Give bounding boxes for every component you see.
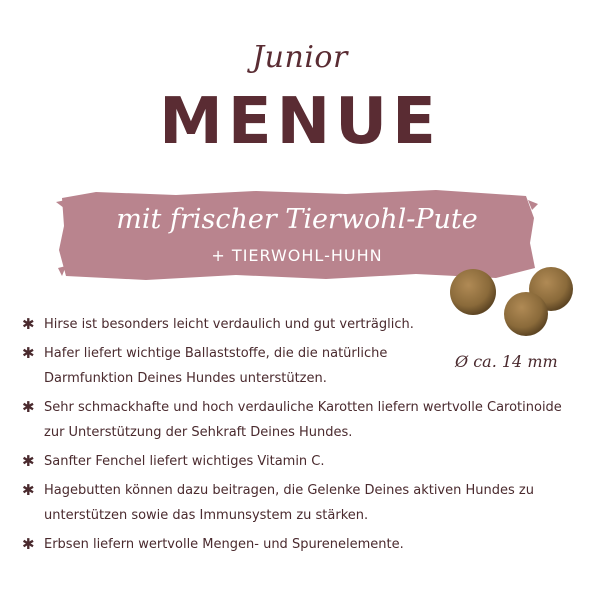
list-item: ✱ Sanfter Fenchel liefert wichtiges Vitamin C. (22, 449, 582, 474)
product-script-title: Junior (252, 40, 348, 75)
star-icon: ✱ (22, 398, 35, 416)
star-icon: ✱ (22, 315, 35, 333)
benefit-list (22, 312, 582, 561)
kibble-piece (450, 269, 496, 315)
star-icon: ✱ (22, 344, 35, 362)
kibble-size-label: Ø ca. 14 mm (455, 352, 558, 371)
list-item: ✱ Hafer liefert wichtige Ballaststoffe, die die natürliche Darmfunktion Deines Hundes unterstützen. (22, 341, 582, 391)
list-item: ✱ Sehr schmackhafte und hoch verdauliche Karotten liefern wertvolle Carotinoide zur Unterstützung der Sehkraft Deines Hundes. (22, 395, 582, 445)
banner-tagline: + TIERWOHL-HUHN (211, 246, 383, 265)
star-icon: ✱ (22, 481, 35, 499)
list-item: ✱ Hagebutten können dazu beitragen, die Gelenke Deines aktiven Hundes zu unterstützen sowie das Immunsystem zu stärken. (22, 478, 582, 528)
product-main-title: MENUE (159, 85, 441, 159)
star-icon: ✱ (22, 535, 35, 553)
list-item: ✱ Hirse ist besonders leicht verdaulich und gut verträglich. (22, 312, 582, 337)
star-icon: ✱ (22, 452, 35, 470)
list-item: ✱ Erbsen liefern wertvolle Mengen- und Spurenelemente. (22, 532, 582, 557)
banner-subtitle: mit frischer Tierwohl-Pute (116, 204, 478, 235)
